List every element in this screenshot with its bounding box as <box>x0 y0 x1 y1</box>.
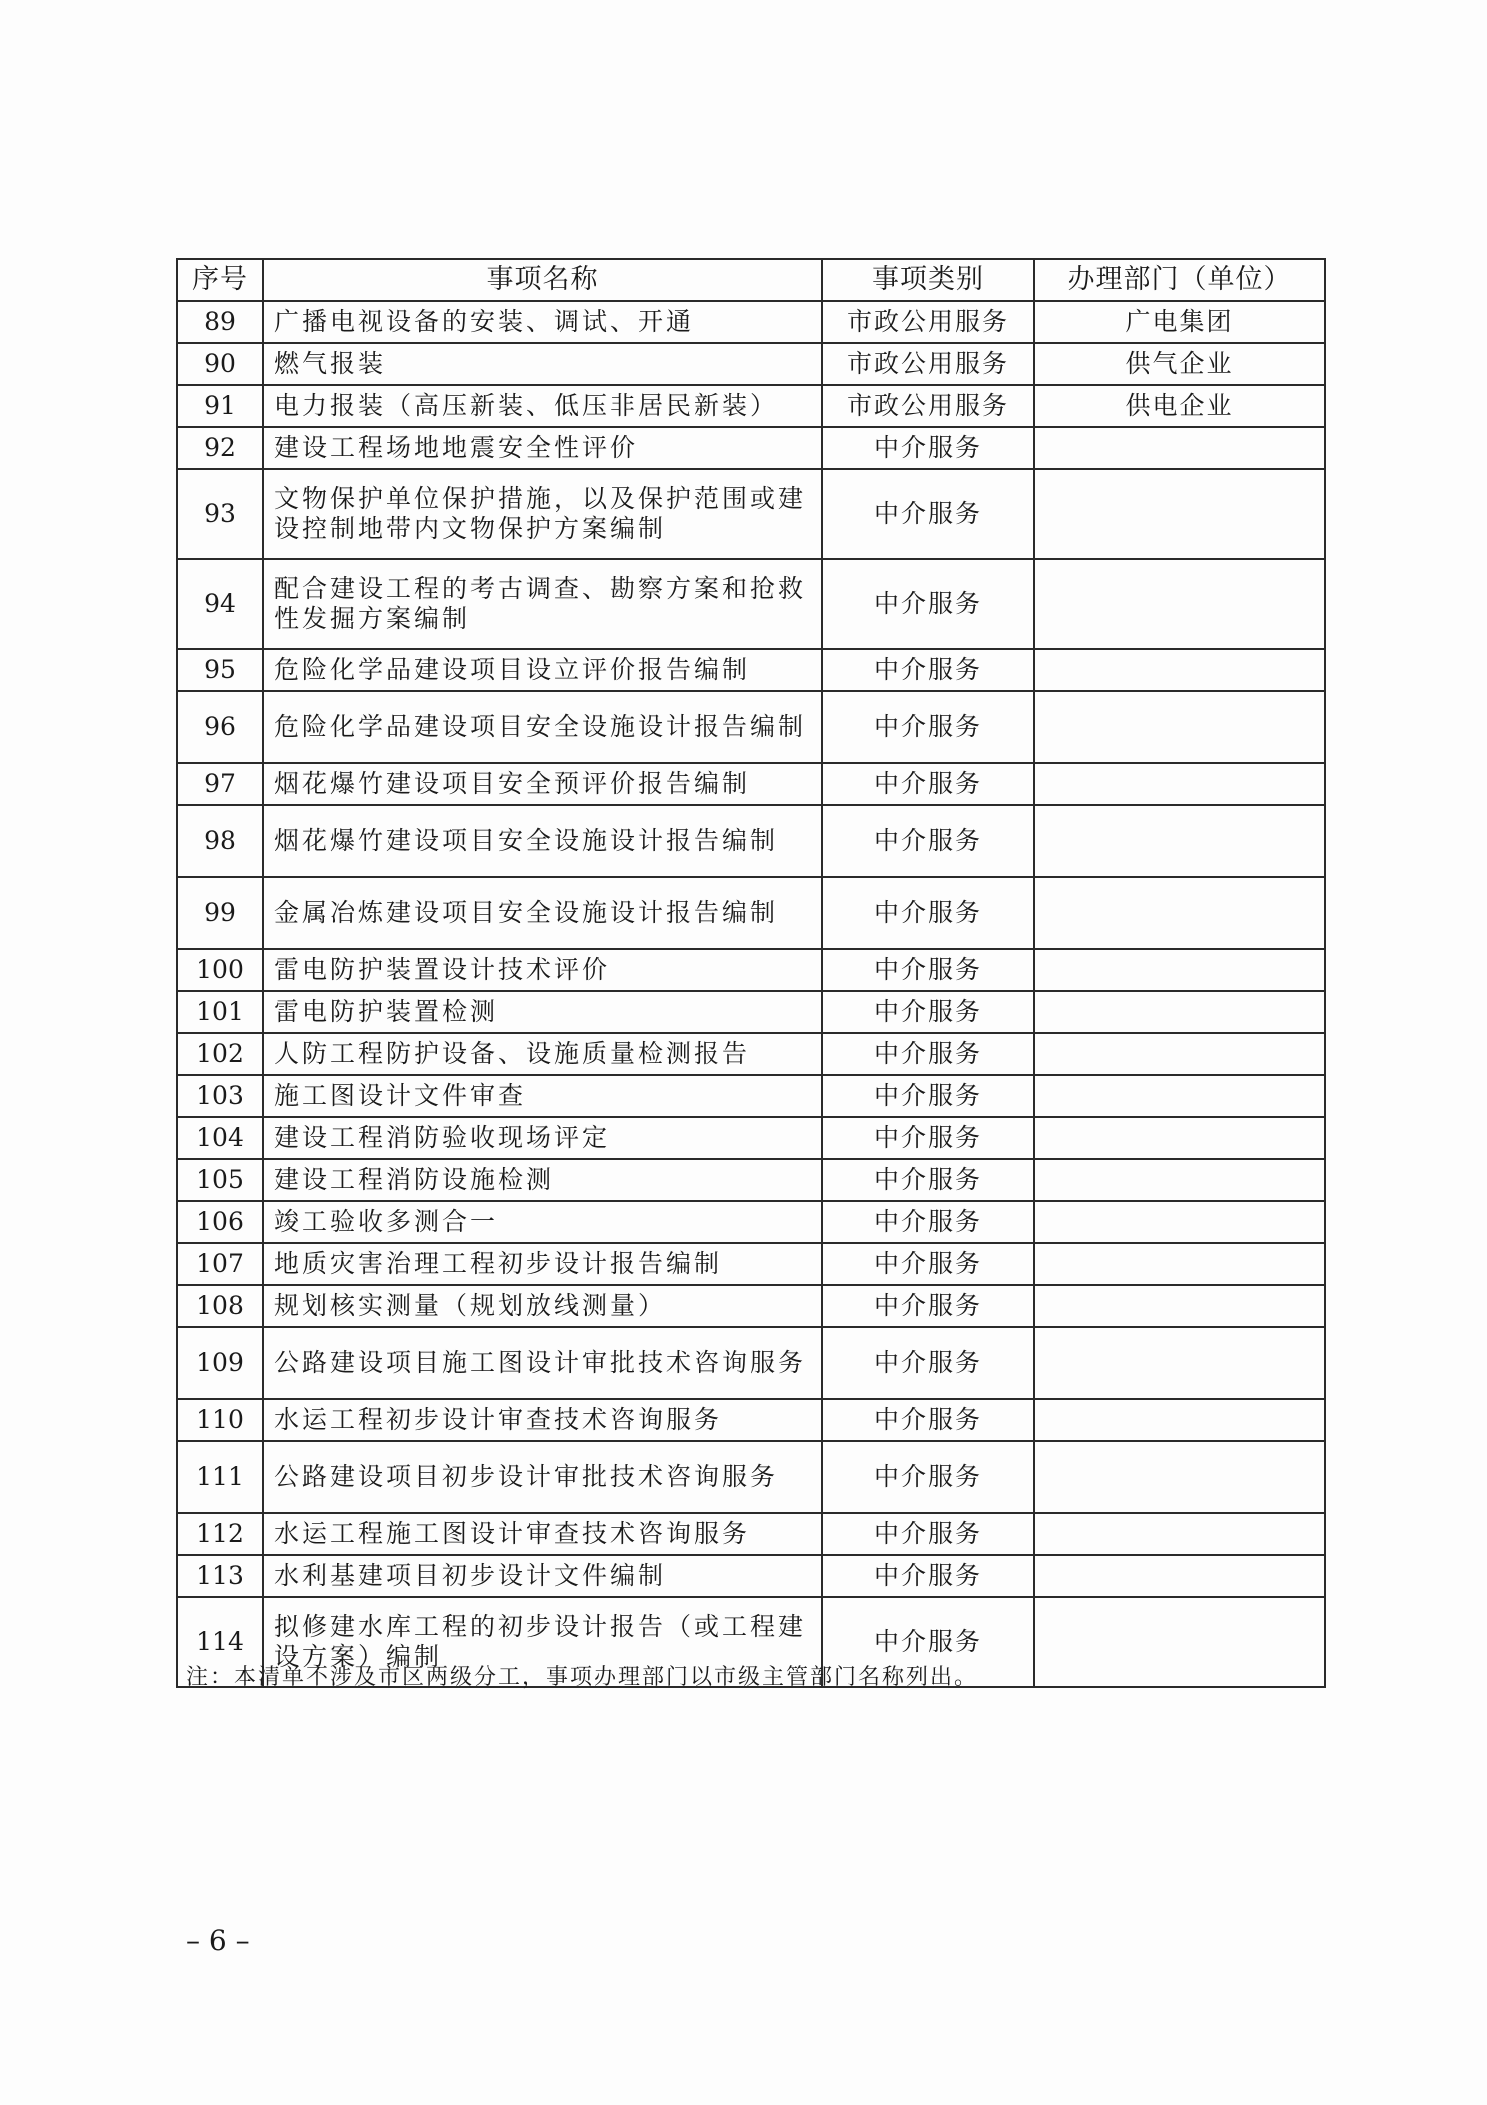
seq-cell: 112 <box>177 1513 263 1555</box>
table-row <box>177 763 1325 805</box>
department-cell <box>1034 991 1325 1033</box>
seq-cell: 105 <box>177 1159 263 1201</box>
item-name-cell: 拟修建水库工程的初步设计报告（或工程建设方案）编制 <box>263 1597 822 1687</box>
table-row <box>177 649 1325 691</box>
item-name-cell: 施工图设计文件审查 <box>263 1075 822 1117</box>
department-cell <box>1034 763 1325 805</box>
item-name-cell: 公路建设项目施工图设计审批技术咨询服务 <box>263 1327 822 1399</box>
category-cell: 中介服务 <box>822 1441 1034 1513</box>
category-cell: 中介服务 <box>822 1399 1034 1441</box>
item-name-cell: 危险化学品建设项目安全设施设计报告编制 <box>263 691 822 763</box>
department-cell <box>1034 949 1325 991</box>
item-name-cell: 人防工程防护设备、设施质量检测报告 <box>263 1033 822 1075</box>
category-cell: 中介服务 <box>822 1243 1034 1285</box>
seq-cell: 110 <box>177 1399 263 1441</box>
category-cell: 中介服务 <box>822 763 1034 805</box>
seq-cell: 106 <box>177 1201 263 1243</box>
department-cell <box>1034 469 1325 559</box>
table-body <box>177 301 1325 1687</box>
department-cell: 供气企业 <box>1034 343 1325 385</box>
department-cell <box>1034 1441 1325 1513</box>
table-row <box>177 949 1325 991</box>
table-header-row <box>177 259 1325 301</box>
item-name-cell: 金属冶炼建设项目安全设施设计报告编制 <box>263 877 822 949</box>
department-cell <box>1034 1399 1325 1441</box>
seq-cell: 108 <box>177 1285 263 1327</box>
table-row <box>177 301 1325 343</box>
header-department: 办理部门（单位） <box>1034 259 1325 301</box>
department-cell <box>1034 559 1325 649</box>
category-cell: 市政公用服务 <box>822 343 1034 385</box>
category-cell: 中介服务 <box>822 427 1034 469</box>
department-cell <box>1034 1243 1325 1285</box>
table-row <box>177 1513 1325 1555</box>
item-name-cell: 地质灾害治理工程初步设计报告编制 <box>263 1243 822 1285</box>
seq-cell: 103 <box>177 1075 263 1117</box>
department-cell <box>1034 1555 1325 1597</box>
category-cell: 中介服务 <box>822 1327 1034 1399</box>
item-name-cell: 配合建设工程的考古调查、勘察方案和抢救性发掘方案编制 <box>263 559 822 649</box>
item-name-cell: 文物保护单位保护措施，以及保护范围或建设控制地带内文物保护方案编制 <box>263 469 822 559</box>
department-cell <box>1034 649 1325 691</box>
department-cell <box>1034 1117 1325 1159</box>
table-row <box>177 559 1325 649</box>
table-row <box>177 1555 1325 1597</box>
category-cell: 中介服务 <box>822 877 1034 949</box>
table-row <box>177 469 1325 559</box>
department-cell <box>1034 1513 1325 1555</box>
department-cell <box>1034 1159 1325 1201</box>
table-row <box>177 1399 1325 1441</box>
item-name-cell: 燃气报装 <box>263 343 822 385</box>
table-row <box>177 1033 1325 1075</box>
table-row <box>177 1201 1325 1243</box>
category-cell: 中介服务 <box>822 469 1034 559</box>
category-cell: 中介服务 <box>822 559 1034 649</box>
seq-cell: 114 <box>177 1597 263 1687</box>
department-cell: 供电企业 <box>1034 385 1325 427</box>
seq-cell: 96 <box>177 691 263 763</box>
category-cell: 中介服务 <box>822 1033 1034 1075</box>
item-name-cell: 建设工程消防验收现场评定 <box>263 1117 822 1159</box>
seq-cell: 90 <box>177 343 263 385</box>
category-cell: 中介服务 <box>822 991 1034 1033</box>
table-row <box>177 1441 1325 1513</box>
department-cell <box>1034 1597 1325 1687</box>
header-category: 事项类别 <box>822 259 1034 301</box>
category-cell: 中介服务 <box>822 691 1034 763</box>
category-cell: 中介服务 <box>822 1285 1034 1327</box>
department-cell <box>1034 1201 1325 1243</box>
table-row <box>177 385 1325 427</box>
item-name-cell: 建设工程消防设施检测 <box>263 1159 822 1201</box>
department-cell <box>1034 1075 1325 1117</box>
seq-cell: 104 <box>177 1117 263 1159</box>
item-name-cell: 公路建设项目初步设计审批技术咨询服务 <box>263 1441 822 1513</box>
department-cell <box>1034 1033 1325 1075</box>
item-name-cell: 电力报装（高压新装、低压非居民新装） <box>263 385 822 427</box>
category-cell: 中介服务 <box>822 1597 1034 1687</box>
item-name-cell: 竣工验收多测合一 <box>263 1201 822 1243</box>
seq-cell: 97 <box>177 763 263 805</box>
department-cell <box>1034 427 1325 469</box>
table-row <box>177 1117 1325 1159</box>
header-seq: 序号 <box>177 259 263 301</box>
seq-cell: 89 <box>177 301 263 343</box>
item-name-cell: 雷电防护装置设计技术评价 <box>263 949 822 991</box>
seq-cell: 102 <box>177 1033 263 1075</box>
item-name-cell: 水运工程施工图设计审查技术咨询服务 <box>263 1513 822 1555</box>
header-item-name: 事项名称 <box>263 259 822 301</box>
item-name-cell: 水运工程初步设计审查技术咨询服务 <box>263 1399 822 1441</box>
footnote: 注：本清单不涉及市区两级分工，事项办理部门以市级主管部门名称列出。 <box>186 1665 979 1690</box>
table-row <box>177 1159 1325 1201</box>
table-row <box>177 805 1325 877</box>
item-name-cell: 烟花爆竹建设项目安全预评价报告编制 <box>263 763 822 805</box>
seq-cell: 101 <box>177 991 263 1033</box>
item-name-cell: 雷电防护装置检测 <box>263 991 822 1033</box>
table-row <box>177 343 1325 385</box>
table-row <box>177 991 1325 1033</box>
seq-cell: 91 <box>177 385 263 427</box>
department-cell <box>1034 1327 1325 1399</box>
category-cell: 中介服务 <box>822 1201 1034 1243</box>
seq-cell: 100 <box>177 949 263 991</box>
seq-cell: 94 <box>177 559 263 649</box>
department-cell <box>1034 877 1325 949</box>
seq-cell: 107 <box>177 1243 263 1285</box>
seq-cell: 93 <box>177 469 263 559</box>
table-row <box>177 691 1325 763</box>
department-cell <box>1034 1285 1325 1327</box>
item-name-cell: 危险化学品建设项目设立评价报告编制 <box>263 649 822 691</box>
category-cell: 中介服务 <box>822 805 1034 877</box>
category-cell: 中介服务 <box>822 649 1034 691</box>
category-cell: 中介服务 <box>822 1513 1034 1555</box>
item-name-cell: 广播电视设备的安装、调试、开通 <box>263 301 822 343</box>
item-name-cell: 水利基建项目初步设计文件编制 <box>263 1555 822 1597</box>
item-name-cell: 烟花爆竹建设项目安全设施设计报告编制 <box>263 805 822 877</box>
table-row <box>177 427 1325 469</box>
table-row <box>177 1075 1325 1117</box>
category-cell: 中介服务 <box>822 1117 1034 1159</box>
items-table <box>176 258 1326 1688</box>
category-cell: 市政公用服务 <box>822 301 1034 343</box>
seq-cell: 95 <box>177 649 263 691</box>
table-row <box>177 1327 1325 1399</box>
seq-cell: 109 <box>177 1327 263 1399</box>
seq-cell: 98 <box>177 805 263 877</box>
seq-cell: 113 <box>177 1555 263 1597</box>
table-row <box>177 877 1325 949</box>
item-name-cell: 规划核实测量（规划放线测量） <box>263 1285 822 1327</box>
table-row <box>177 1285 1325 1327</box>
seq-cell: 92 <box>177 427 263 469</box>
seq-cell: 99 <box>177 877 263 949</box>
category-cell: 市政公用服务 <box>822 385 1034 427</box>
seq-cell: 111 <box>177 1441 263 1513</box>
category-cell: 中介服务 <box>822 1555 1034 1597</box>
department-cell: 广电集团 <box>1034 301 1325 343</box>
category-cell: 中介服务 <box>822 1159 1034 1201</box>
page-number: – 6 – <box>186 1924 250 1957</box>
department-cell <box>1034 691 1325 763</box>
item-name-cell: 建设工程场地地震安全性评价 <box>263 427 822 469</box>
category-cell: 中介服务 <box>822 949 1034 991</box>
table-row <box>177 1243 1325 1285</box>
department-cell <box>1034 805 1325 877</box>
category-cell: 中介服务 <box>822 1075 1034 1117</box>
